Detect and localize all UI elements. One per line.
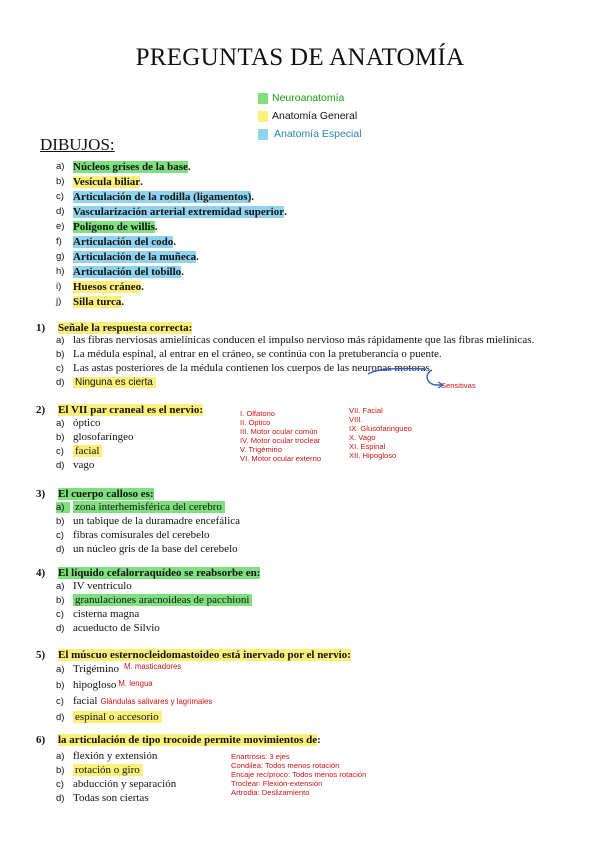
option-row [56,777,176,791]
question-2-options [56,416,133,472]
option-note: Glándulas salivares y lagrimales [100,696,213,706]
option-text: La médula espinal, al entrar en el cráneo, se continúa con la pretuberancia o puente. [73,348,442,360]
option-text: zona interhemisférica del cerebro [73,501,225,513]
legend-item-neuroanatomy [258,92,344,104]
option-row [56,579,252,593]
option-text: abducción y separación [73,778,177,790]
question-text: El VII par craneal es el nervio: [58,404,204,416]
option-note: M. masticadores [124,661,182,671]
question-number: 1) [36,322,46,334]
nerve-note: V. Trigémino [240,445,282,454]
item-letter: e) [56,221,65,232]
joint-note: Troclear: Flexiòn-extensión [231,779,323,788]
option-row [56,416,133,430]
legend-label: Anatomía General [272,110,358,122]
item-text: Articulación de la muñeca [73,250,197,263]
item-text: Polígono de willis [73,220,155,233]
question-number: 6) [36,734,46,746]
question-3-options [56,500,240,556]
option-row [56,621,252,635]
option-text: flexión y extensión [73,750,158,762]
option-letter: a) [56,502,70,513]
item-tail: . [284,205,287,218]
option-row [56,693,212,709]
option-row [56,333,534,347]
nerve-note: XII. Hipogloso [349,451,397,460]
list-item [56,264,287,279]
nerve-note: III. Motor ocular común [240,427,318,436]
nerve-note: I. Olfatorio [240,409,276,418]
option-text: acueducto de Silvio [73,622,160,634]
option-row [56,430,133,444]
nerve-note: VIII. [349,415,363,424]
list-item [56,234,287,249]
question-5-heading [36,649,351,661]
option-letter: c) [56,445,64,457]
option-letter: a) [56,580,65,592]
legend-label: Anatomía Especial [274,128,362,140]
option-letter: c) [56,529,64,541]
option-text: espinal o accesorio [73,711,162,723]
item-text: Articulación del codo [73,235,174,248]
option-row [56,593,252,607]
nerve-note: VI. Motor ocular externo [240,454,322,463]
item-letter: f) [56,236,62,247]
question-3-heading [36,488,154,500]
list-item [56,249,287,264]
nerve-note: X. Vago [349,433,376,442]
option-text: glosofaríngeo [73,431,134,443]
list-item [56,279,287,294]
question-text: El múscuo esternocleidomastoideo está inervado por el nervio: [58,649,351,661]
item-tail: . [121,295,125,308]
option-letter: a) [56,334,65,346]
option-letter: d) [56,376,65,388]
page-title: PREGUNTAS DE ANATOMÍA [135,44,465,71]
question-number: 4) [36,567,46,579]
option-row [56,661,212,677]
nerve-note: VII. Facial [349,406,383,415]
item-tail: . [187,160,191,173]
option-text: las fibras nerviosas amielínicas conducen el impulso nervioso más rápidamente que las fibras mielínicas. [73,334,535,346]
cranial-nerves-left-note [240,409,321,463]
option-text: IV ventrículo [73,580,132,592]
cranial-nerves-right-note [349,406,412,460]
nerve-note: IV. Motor ocular troclear [240,436,321,445]
question-5-options [56,661,212,725]
option-note: M. lengua [118,678,153,688]
question-6-heading [36,734,321,746]
item-text: Silla turca [73,295,122,308]
option-row [56,514,240,528]
option-row [56,458,133,472]
option-row [56,677,212,693]
option-letter: c) [56,608,64,620]
item-text: Núcleos grises de la base [73,160,188,173]
option-text: vago [73,459,95,471]
question-4-options [56,579,252,635]
option-row [56,749,176,763]
nerve-note: II. Óptico [240,418,271,427]
joint-note: Enartrosis: 3 ejes [231,752,290,761]
option-letter: b) [56,679,65,691]
option-letter: c) [56,362,64,374]
joint-note: Condilea: Todos menos rotación [231,761,340,770]
option-text: facial [73,695,98,707]
list-item [56,204,287,219]
option-text: Todas son ciertas [73,792,149,804]
option-row [56,347,534,361]
option-text: facial [73,445,102,457]
question-tail: : [317,734,321,746]
option-text: Ninguna es cierta [73,377,156,388]
legend-swatch-green [258,93,268,104]
question-text: El cuerpo calloso es: [58,488,154,500]
option-letter: d) [56,622,65,634]
item-tail: . [140,175,143,188]
list-item [56,294,287,309]
option-letter: d) [56,792,65,804]
joint-note: Encaje recíproco: Todos menos rotación [231,770,367,779]
item-letter: i) [56,281,62,292]
option-text: óptico [73,417,101,429]
question-number: 5) [36,649,46,661]
question-6-options [56,749,176,805]
item-letter: d) [56,206,65,217]
question-4-heading [36,567,260,579]
question-number: 2) [36,404,46,416]
question-text: la articulación de tipo trocoide permite movimientos de [58,734,318,746]
joint-types-note [231,752,366,797]
item-letter: c) [56,191,64,202]
option-letter: a) [56,663,65,675]
option-letter: b) [56,594,65,606]
question-text: Señale la respuesta correcta: [58,322,193,334]
legend-item-general-anatomy [258,110,357,122]
annotation-sensitivas: Sensitivas [441,381,476,390]
option-letter: b) [56,515,65,527]
option-row [56,542,240,556]
item-letter: b) [56,176,65,187]
option-row [56,528,240,542]
nerve-note: XI. Espinal [349,442,386,451]
nerve-note: IX. Glusofaringueo [349,424,412,433]
item-letter: h) [56,266,65,277]
drawings-heading: DIBUJOS: [40,135,115,154]
option-text: Trigémino [73,663,120,675]
option-text: Las astas posteriores de la médula contienen los cuerpos de las neuronas motoras. [73,362,433,374]
option-text: un núcleo gris de la base del cerebelo [73,543,238,555]
list-item [56,189,287,204]
option-letter: a) [56,750,65,762]
option-row [56,444,133,458]
item-text: Huesos cráneo [73,280,142,293]
item-letter: a) [56,161,65,172]
option-text: rotación o giro [73,764,143,776]
list-item [56,159,287,174]
item-tail: . [196,250,199,263]
item-letter: g) [56,251,65,262]
question-number: 3) [36,488,46,500]
option-text: un tabique de la duramadre encefálica [73,515,241,527]
item-text: Articulación del tobillo [73,265,182,278]
item-text: Vascularización arterial extremidad superior [73,205,285,218]
item-text: Vesícula biliar [73,175,141,188]
item-letter: j) [56,296,62,307]
option-row [56,791,176,805]
question-2-heading [36,404,203,416]
question-text: El líquido cefalorraquídeo se reabsorbe en: [58,567,261,579]
option-letter: b) [56,431,65,443]
item-tail: . [141,280,144,293]
option-text: fibras comisurales del cerebelo [73,529,210,541]
drawings-list [56,159,287,309]
option-letter: d) [56,711,65,723]
option-letter: c) [56,778,64,790]
option-text: granulaciones aracnoideas de pacchioni [73,594,252,606]
item-tail: . [173,235,176,248]
option-text: hipogloso [73,679,117,691]
legend-swatch-blue [258,129,268,140]
option-letter: b) [56,348,65,360]
item-tail: . [251,190,254,203]
legend-item-special-anatomy [258,128,362,140]
joint-note: Artrodia: Deslizamiento [231,788,310,797]
option-row [56,607,252,621]
option-letter: c) [56,695,64,707]
item-tail: . [154,220,158,233]
list-item [56,219,287,234]
option-row [56,763,176,777]
option-letter: a) [56,417,65,429]
option-letter: b) [56,764,65,776]
legend-swatch-yellow [258,111,268,122]
item-tail: . [181,265,184,278]
list-item [56,174,287,189]
item-text: Articulación de la rodilla (ligamentos) [73,190,252,203]
option-row [56,500,240,514]
option-text: cisterna magna [73,608,140,620]
option-letter: d) [56,543,65,555]
option-letter: d) [56,459,65,471]
option-row [56,709,212,725]
legend-label: Neuroanatomía [272,92,345,104]
